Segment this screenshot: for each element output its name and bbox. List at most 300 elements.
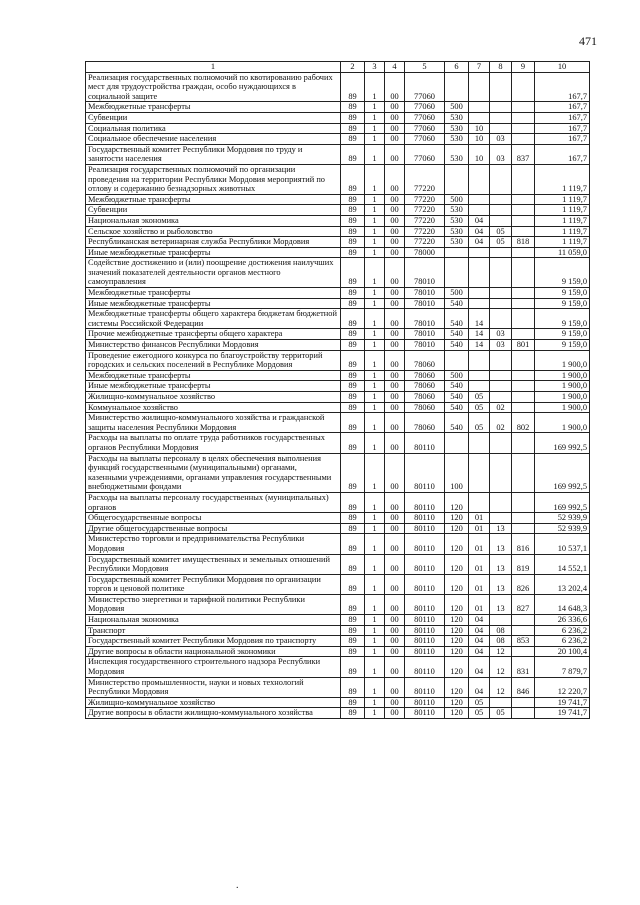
cell-col-8 — [490, 123, 512, 134]
cell-amount: 9 159,0 — [535, 288, 590, 299]
column-header-8: 8 — [490, 62, 512, 73]
cell-amount: 1 900,0 — [535, 350, 590, 370]
cell-col-9 — [512, 523, 535, 534]
cell-col-6: 120 — [445, 523, 469, 534]
cell-col-7 — [469, 247, 490, 258]
column-header-3: 3 — [365, 62, 385, 73]
cell-col-8: 03 — [490, 134, 512, 145]
cell-col-9 — [512, 492, 535, 512]
table-row — [86, 215, 590, 226]
cell-col-4: 00 — [385, 574, 405, 594]
cell-col-4: 00 — [385, 615, 405, 626]
cell-description: Государственный комитет имущественных и земельных отношений Республики Мордовия — [86, 554, 341, 574]
cell-description: Иные межбюджетные трансферты — [86, 381, 341, 392]
table-row — [86, 194, 590, 205]
cell-col-2: 89 — [341, 625, 365, 636]
cell-description: Межбюджетные трансферты — [86, 288, 341, 299]
cell-description: Расходы на выплаты персоналу государственных (муниципальных) органов — [86, 492, 341, 512]
cell-col-3: 1 — [365, 413, 385, 433]
cell-amount: 13 202,4 — [535, 574, 590, 594]
cell-col-5: 78010 — [405, 309, 445, 329]
cell-col-8 — [490, 288, 512, 299]
cell-col-7: 04 — [469, 226, 490, 237]
cell-description: Межбюджетные трансферты — [86, 102, 341, 113]
table-row — [86, 402, 590, 413]
cell-col-4: 00 — [385, 205, 405, 216]
table-row — [86, 112, 590, 123]
cell-col-9 — [512, 370, 535, 381]
cell-col-5: 78060 — [405, 381, 445, 392]
cell-col-8 — [490, 697, 512, 708]
cell-col-8: 08 — [490, 636, 512, 647]
cell-col-8 — [490, 453, 512, 492]
cell-amount: 26 336,6 — [535, 615, 590, 626]
cell-col-2: 89 — [341, 134, 365, 145]
cell-col-3: 1 — [365, 309, 385, 329]
table-row — [86, 392, 590, 403]
cell-amount: 6 236,2 — [535, 636, 590, 647]
column-header-4: 4 — [385, 62, 405, 73]
cell-col-6: 120 — [445, 646, 469, 657]
cell-col-9: 801 — [512, 340, 535, 351]
cell-col-7: 10 — [469, 134, 490, 145]
cell-col-2: 89 — [341, 534, 365, 554]
cell-col-8 — [490, 72, 512, 102]
cell-description: Межбюджетные трансферты общего характера бюджетам бюджетной системы Российской Федерации — [86, 309, 341, 329]
cell-col-7: 01 — [469, 513, 490, 524]
cell-col-9 — [512, 615, 535, 626]
cell-col-3: 1 — [365, 657, 385, 677]
cell-col-6: 530 — [445, 237, 469, 248]
cell-col-7: 04 — [469, 636, 490, 647]
cell-col-2: 89 — [341, 697, 365, 708]
cell-col-2: 89 — [341, 370, 365, 381]
table-row — [86, 413, 590, 433]
cell-col-9 — [512, 102, 535, 113]
cell-col-6 — [445, 72, 469, 102]
cell-col-2: 89 — [341, 350, 365, 370]
cell-col-6: 120 — [445, 636, 469, 647]
cell-description: Транспорт — [86, 625, 341, 636]
cell-col-6: 500 — [445, 370, 469, 381]
cell-col-6: 530 — [445, 134, 469, 145]
cell-col-6: 120 — [445, 554, 469, 574]
cell-col-3: 1 — [365, 677, 385, 697]
cell-col-7: 05 — [469, 697, 490, 708]
cell-col-4: 00 — [385, 247, 405, 258]
cell-col-4: 00 — [385, 288, 405, 299]
cell-amount: 1 900,0 — [535, 402, 590, 413]
table-row — [86, 205, 590, 216]
cell-col-4: 00 — [385, 523, 405, 534]
column-header-5: 5 — [405, 62, 445, 73]
column-header-1: 1 — [86, 62, 341, 73]
cell-col-2: 89 — [341, 329, 365, 340]
cell-col-3: 1 — [365, 298, 385, 309]
cell-col-5: 80110 — [405, 646, 445, 657]
cell-col-4: 00 — [385, 309, 405, 329]
cell-col-4: 00 — [385, 340, 405, 351]
cell-description: Республиканская ветеринарная служба Республики Мордовия — [86, 237, 341, 248]
cell-col-9 — [512, 329, 535, 340]
cell-amount: 167,7 — [535, 144, 590, 164]
cell-amount: 9 159,0 — [535, 309, 590, 329]
cell-col-6: 120 — [445, 594, 469, 614]
cell-col-5: 78060 — [405, 370, 445, 381]
cell-col-6: 540 — [445, 309, 469, 329]
cell-col-4: 00 — [385, 370, 405, 381]
cell-col-6: 120 — [445, 677, 469, 697]
cell-description: Содействие достижению и (или) поощрение достижения наилучших значений показателей деятельности органов местного самоуправления — [86, 258, 341, 288]
table-header-row — [86, 62, 590, 73]
cell-col-9 — [512, 513, 535, 524]
cell-col-3: 1 — [365, 350, 385, 370]
cell-col-7: 01 — [469, 523, 490, 534]
cell-col-2: 89 — [341, 594, 365, 614]
cell-description: Министерство финансов Республики Мордовия — [86, 340, 341, 351]
table-row — [86, 697, 590, 708]
cell-col-3: 1 — [365, 392, 385, 403]
cell-col-2: 89 — [341, 288, 365, 299]
cell-col-4: 00 — [385, 112, 405, 123]
cell-col-2: 89 — [341, 402, 365, 413]
cell-description: Государственный комитет Республики Мордовия по организации торгов и ценовой политике — [86, 574, 341, 594]
cell-col-2: 89 — [341, 237, 365, 248]
column-header-2: 2 — [341, 62, 365, 73]
cell-col-8: 13 — [490, 594, 512, 614]
cell-col-7 — [469, 298, 490, 309]
cell-col-9: 802 — [512, 413, 535, 433]
page-number: 471 — [579, 34, 597, 48]
cell-amount: 1 900,0 — [535, 392, 590, 403]
table-row — [86, 102, 590, 113]
cell-col-9 — [512, 215, 535, 226]
cell-col-5: 77060 — [405, 102, 445, 113]
cell-col-9: 827 — [512, 594, 535, 614]
cell-col-4: 00 — [385, 677, 405, 697]
cell-col-2: 89 — [341, 123, 365, 134]
cell-description: Социальное обеспечение населения — [86, 134, 341, 145]
cell-amount: 11 059,0 — [535, 247, 590, 258]
cell-col-2: 89 — [341, 298, 365, 309]
table-row — [86, 513, 590, 524]
cell-col-2: 89 — [341, 636, 365, 647]
cell-col-3: 1 — [365, 237, 385, 248]
cell-col-8 — [490, 298, 512, 309]
cell-col-5: 80110 — [405, 625, 445, 636]
cell-col-3: 1 — [365, 215, 385, 226]
cell-col-5: 80110 — [405, 594, 445, 614]
cell-amount: 9 159,0 — [535, 258, 590, 288]
cell-col-5: 77060 — [405, 134, 445, 145]
cell-col-7: 14 — [469, 340, 490, 351]
cell-col-4: 00 — [385, 329, 405, 340]
cell-amount: 1 119,7 — [535, 237, 590, 248]
cell-col-2: 89 — [341, 554, 365, 574]
footer-mark: . — [236, 880, 239, 891]
cell-col-9 — [512, 194, 535, 205]
cell-col-4: 00 — [385, 102, 405, 113]
cell-col-9 — [512, 72, 535, 102]
cell-col-3: 1 — [365, 453, 385, 492]
cell-col-6: 530 — [445, 144, 469, 164]
cell-amount: 9 159,0 — [535, 340, 590, 351]
cell-col-7: 05 — [469, 413, 490, 433]
cell-description: Межбюджетные трансферты — [86, 370, 341, 381]
cell-col-8: 03 — [490, 340, 512, 351]
cell-col-8 — [490, 164, 512, 194]
cell-amount: 167,7 — [535, 123, 590, 134]
cell-col-2: 89 — [341, 523, 365, 534]
cell-col-4: 00 — [385, 72, 405, 102]
cell-col-6 — [445, 247, 469, 258]
cell-col-3: 1 — [365, 615, 385, 626]
cell-description: Другие общегосударственные вопросы — [86, 523, 341, 534]
cell-col-3: 1 — [365, 534, 385, 554]
cell-col-5: 80110 — [405, 534, 445, 554]
cell-col-8 — [490, 102, 512, 113]
cell-col-7 — [469, 72, 490, 102]
table-row — [86, 123, 590, 134]
cell-col-6: 540 — [445, 298, 469, 309]
cell-amount: 1 119,7 — [535, 215, 590, 226]
cell-description: Другие вопросы в области национальной экономики — [86, 646, 341, 657]
cell-col-7 — [469, 453, 490, 492]
cell-col-9 — [512, 205, 535, 216]
cell-col-4: 00 — [385, 392, 405, 403]
cell-col-2: 89 — [341, 205, 365, 216]
cell-col-2: 89 — [341, 340, 365, 351]
cell-col-9 — [512, 402, 535, 413]
table-body — [86, 72, 590, 718]
cell-col-8 — [490, 492, 512, 512]
cell-col-4: 00 — [385, 123, 405, 134]
cell-col-4: 00 — [385, 657, 405, 677]
cell-col-6: 120 — [445, 574, 469, 594]
cell-col-9: 816 — [512, 534, 535, 554]
cell-col-4: 00 — [385, 258, 405, 288]
cell-col-6: 540 — [445, 340, 469, 351]
cell-col-7: 05 — [469, 402, 490, 413]
cell-description: Расходы на выплаты по оплате труда работников государственных органов Республики Мордовия — [86, 433, 341, 453]
cell-col-7: 10 — [469, 123, 490, 134]
cell-col-7 — [469, 370, 490, 381]
table-row — [86, 657, 590, 677]
cell-col-5: 80110 — [405, 433, 445, 453]
cell-col-8: 13 — [490, 574, 512, 594]
cell-amount: 1 119,7 — [535, 205, 590, 216]
table-row — [86, 492, 590, 512]
table-row — [86, 677, 590, 697]
cell-amount: 169 992,5 — [535, 453, 590, 492]
cell-col-8 — [490, 309, 512, 329]
cell-col-2: 89 — [341, 646, 365, 657]
cell-col-2: 89 — [341, 215, 365, 226]
cell-col-6 — [445, 350, 469, 370]
cell-col-8: 12 — [490, 646, 512, 657]
cell-amount: 1 119,7 — [535, 194, 590, 205]
cell-col-2: 89 — [341, 309, 365, 329]
column-header-9: 9 — [512, 62, 535, 73]
cell-description: Жилищно-коммунальное хозяйство — [86, 392, 341, 403]
cell-col-5: 78010 — [405, 329, 445, 340]
cell-col-3: 1 — [365, 523, 385, 534]
cell-col-4: 00 — [385, 144, 405, 164]
cell-col-2: 89 — [341, 413, 365, 433]
cell-col-7: 04 — [469, 657, 490, 677]
cell-col-5: 77220 — [405, 205, 445, 216]
cell-col-3: 1 — [365, 205, 385, 216]
cell-col-7: 04 — [469, 237, 490, 248]
cell-col-2: 89 — [341, 677, 365, 697]
cell-col-3: 1 — [365, 123, 385, 134]
cell-amount: 9 159,0 — [535, 329, 590, 340]
cell-col-5: 80110 — [405, 697, 445, 708]
cell-description: Коммунальное хозяйство — [86, 402, 341, 413]
cell-description: Государственный комитет Республики Мордовия по труду и занятости населения — [86, 144, 341, 164]
cell-col-3: 1 — [365, 164, 385, 194]
cell-col-4: 00 — [385, 594, 405, 614]
cell-col-6: 540 — [445, 413, 469, 433]
cell-col-4: 00 — [385, 194, 405, 205]
cell-col-5: 78010 — [405, 258, 445, 288]
cell-col-8 — [490, 350, 512, 370]
cell-col-2: 89 — [341, 247, 365, 258]
cell-col-4: 00 — [385, 413, 405, 433]
cell-col-5: 77060 — [405, 72, 445, 102]
cell-col-4: 00 — [385, 298, 405, 309]
cell-col-9 — [512, 392, 535, 403]
cell-amount: 1 900,0 — [535, 370, 590, 381]
cell-col-5: 80110 — [405, 657, 445, 677]
cell-col-3: 1 — [365, 102, 385, 113]
cell-amount: 169 992,5 — [535, 492, 590, 512]
cell-col-5: 80110 — [405, 523, 445, 534]
cell-col-7: 05 — [469, 708, 490, 719]
cell-col-8 — [490, 112, 512, 123]
cell-amount: 52 939,9 — [535, 523, 590, 534]
cell-description: Государственный комитет Республики Мордовия по транспорту — [86, 636, 341, 647]
cell-col-5: 80110 — [405, 615, 445, 626]
cell-col-9: 846 — [512, 677, 535, 697]
cell-col-5: 77060 — [405, 112, 445, 123]
cell-col-5: 78000 — [405, 247, 445, 258]
cell-col-5: 78060 — [405, 392, 445, 403]
cell-col-8 — [490, 392, 512, 403]
cell-col-5: 78010 — [405, 298, 445, 309]
cell-col-3: 1 — [365, 381, 385, 392]
cell-col-3: 1 — [365, 513, 385, 524]
cell-col-7 — [469, 164, 490, 194]
cell-col-6: 530 — [445, 226, 469, 237]
cell-description: Инспекция государственного строительного надзора Республики Мордовия — [86, 657, 341, 677]
cell-col-4: 00 — [385, 492, 405, 512]
cell-amount: 1 900,0 — [535, 381, 590, 392]
cell-col-5: 80110 — [405, 513, 445, 524]
cell-col-8 — [490, 513, 512, 524]
cell-col-7 — [469, 433, 490, 453]
cell-col-9 — [512, 309, 535, 329]
cell-col-5: 77220 — [405, 237, 445, 248]
cell-col-7: 14 — [469, 329, 490, 340]
cell-col-9 — [512, 708, 535, 719]
cell-col-4: 00 — [385, 350, 405, 370]
cell-col-6: 500 — [445, 102, 469, 113]
cell-col-4: 00 — [385, 646, 405, 657]
cell-col-3: 1 — [365, 708, 385, 719]
cell-col-4: 00 — [385, 215, 405, 226]
cell-col-9 — [512, 381, 535, 392]
cell-col-2: 89 — [341, 392, 365, 403]
cell-col-6: 530 — [445, 123, 469, 134]
cell-description: Национальная экономика — [86, 615, 341, 626]
cell-col-8 — [490, 205, 512, 216]
cell-amount: 19 741,7 — [535, 708, 590, 719]
cell-col-8: 13 — [490, 554, 512, 574]
cell-col-9 — [512, 112, 535, 123]
cell-col-3: 1 — [365, 72, 385, 102]
cell-col-8 — [490, 615, 512, 626]
cell-col-5: 77220 — [405, 226, 445, 237]
cell-col-6: 540 — [445, 402, 469, 413]
cell-col-4: 00 — [385, 534, 405, 554]
cell-col-7: 04 — [469, 215, 490, 226]
column-header-10: 10 — [535, 62, 590, 73]
cell-col-5: 80110 — [405, 574, 445, 594]
cell-col-2: 89 — [341, 513, 365, 524]
cell-col-3: 1 — [365, 646, 385, 657]
cell-col-8: 02 — [490, 413, 512, 433]
budget-table — [85, 61, 590, 719]
cell-col-2: 89 — [341, 453, 365, 492]
cell-col-4: 00 — [385, 237, 405, 248]
cell-description: Межбюджетные трансферты — [86, 194, 341, 205]
cell-col-9: 819 — [512, 554, 535, 574]
cell-col-4: 00 — [385, 134, 405, 145]
cell-col-6: 120 — [445, 625, 469, 636]
cell-col-7: 04 — [469, 677, 490, 697]
table-row — [86, 350, 590, 370]
table-row — [86, 237, 590, 248]
cell-col-6: 540 — [445, 381, 469, 392]
cell-col-8 — [490, 194, 512, 205]
cell-col-2: 89 — [341, 615, 365, 626]
cell-col-9 — [512, 226, 535, 237]
cell-col-4: 00 — [385, 381, 405, 392]
table-row — [86, 574, 590, 594]
cell-col-9 — [512, 258, 535, 288]
cell-col-5: 77220 — [405, 215, 445, 226]
cell-col-4: 00 — [385, 453, 405, 492]
cell-col-6: 120 — [445, 615, 469, 626]
cell-col-8: 12 — [490, 677, 512, 697]
table-row — [86, 298, 590, 309]
cell-col-4: 00 — [385, 164, 405, 194]
cell-description: Общегосударственные вопросы — [86, 513, 341, 524]
cell-col-9: 831 — [512, 657, 535, 677]
cell-description: Министерство промышленности, науки и новых технологий Республики Мордовия — [86, 677, 341, 697]
cell-amount: 167,7 — [535, 134, 590, 145]
cell-col-9: 818 — [512, 237, 535, 248]
table-row — [86, 433, 590, 453]
cell-amount: 1 119,7 — [535, 226, 590, 237]
cell-col-3: 1 — [365, 134, 385, 145]
cell-col-3: 1 — [365, 288, 385, 299]
table-row — [86, 258, 590, 288]
cell-amount: 1 119,7 — [535, 164, 590, 194]
column-header-6: 6 — [445, 62, 469, 73]
cell-col-7: 01 — [469, 594, 490, 614]
